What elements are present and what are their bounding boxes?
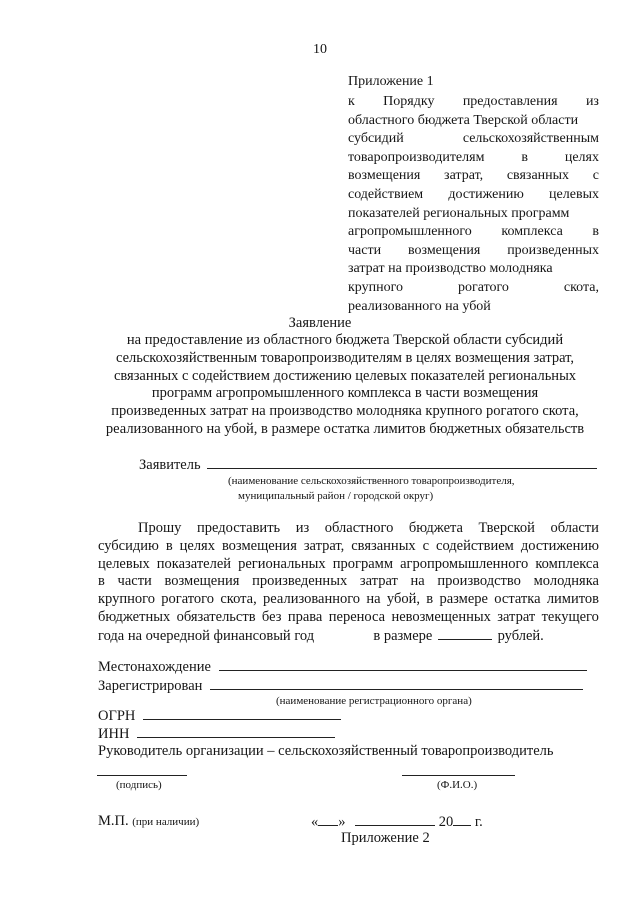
annex-word: скота, (563, 279, 599, 295)
amount-input-line[interactable] (438, 627, 492, 640)
request-word: размере (439, 591, 488, 608)
annex-word: возмещения (348, 168, 421, 184)
request-line (98, 556, 599, 574)
request-word: производство (437, 573, 521, 590)
annex-word: областного бюджета Тверской области (348, 112, 579, 128)
annex-line (348, 186, 599, 205)
head-label: Руководитель организации – сельскохозяйственный товаропроизводитель (98, 743, 554, 759)
request-line (98, 573, 599, 591)
applicant-hint-1: (наименование сельскохозяйственного товаропроизводителя, (228, 475, 515, 487)
subtitle-line: произведенных затрат на производство молодняка крупного рогатого скота, (111, 403, 579, 420)
applicant-row (139, 456, 597, 474)
request-paragraph (98, 520, 599, 646)
request-word: достижению (520, 537, 599, 554)
request-word: возмещения (164, 573, 240, 590)
statement-subtitle (80, 332, 610, 439)
annex-word: сельскохозяйственным (462, 131, 599, 147)
annex-word: затрат на производство молодняка (348, 261, 553, 277)
request-word: Прошу (138, 520, 182, 536)
name-line[interactable] (402, 775, 515, 776)
request-word: крупного (98, 591, 155, 608)
annex-word: к (348, 94, 355, 109)
annex-line (348, 167, 599, 186)
annex-word: произведенных (507, 242, 599, 258)
annex-word: возмещения (407, 242, 481, 258)
annex-word: Порядку (383, 94, 435, 109)
annex-word: части (348, 242, 382, 258)
annex-line (348, 260, 599, 279)
request-line (98, 609, 599, 627)
request-word: субсидию (98, 537, 159, 554)
request-word: обязательств (176, 608, 256, 625)
date-quote-open: « (311, 814, 319, 830)
registered-row (98, 677, 583, 695)
next-annex-title: Приложение 2 (341, 830, 430, 846)
request-word: переноса (328, 608, 386, 625)
request-word: целях (179, 537, 215, 554)
request-line (98, 520, 599, 538)
annex-line (348, 223, 599, 242)
request-word: показателей (156, 555, 232, 572)
annex-word: связанных (506, 168, 570, 184)
request-word: реализованного (263, 591, 361, 608)
annex-word: товаропроизводителям (348, 149, 485, 165)
signature-line[interactable] (97, 775, 187, 776)
annex-title: Приложение 1 (348, 74, 434, 89)
signature-caption: (подпись) (116, 779, 162, 791)
annex-line (348, 242, 599, 261)
request-word: затрат (497, 608, 536, 625)
request-word: бюджета (408, 520, 463, 536)
annex-word: с (592, 168, 599, 184)
request-word: молодняка (533, 573, 599, 590)
year-suffix: г. (474, 814, 483, 830)
statement-title: Заявление (288, 315, 352, 331)
annex-line (348, 93, 599, 112)
annex-word: субсидий (348, 131, 404, 147)
ogrn-label: ОГРН (98, 708, 136, 724)
subtitle-line: программ агропромышленного комплекса в части возмещения (151, 385, 539, 402)
request-word: остатка (494, 591, 541, 608)
ogrn-input-line[interactable] (143, 707, 341, 720)
registered-label: Зарегистрирован (98, 678, 203, 694)
location-label: Местонахождение (98, 659, 211, 675)
request-word: предоставить (196, 520, 281, 536)
request-word: права (287, 608, 323, 625)
inn-input-line[interactable] (137, 725, 335, 738)
annex-word: содействием (348, 186, 424, 202)
ogrn-row (98, 707, 341, 725)
annex-word: целях (564, 149, 599, 165)
request-word: рогатого (161, 591, 215, 608)
applicant-input-line[interactable] (207, 456, 597, 469)
subtitle-line: сельскохозяйственным товаропроизводителям в целях возмещения затрат, (115, 349, 575, 366)
subtitle-line: на предоставление из областного бюджета Тверской области субсидий (126, 332, 564, 348)
request-word: содействием (436, 537, 514, 554)
annex-word: реализованного на убой (348, 298, 491, 314)
request-word: в (426, 591, 434, 608)
seal-note: (при наличии) (132, 816, 200, 828)
request-word: возмещения (221, 537, 297, 554)
request-word: областного (324, 520, 394, 536)
annex-word: агропромышленного (348, 224, 472, 240)
request-last-c: рублей. (497, 627, 544, 644)
year-blank[interactable] (324, 628, 364, 640)
day-input-line[interactable] (318, 813, 338, 826)
annex-line (348, 149, 599, 168)
annex-word: крупного (348, 279, 403, 295)
annex-word: показателей региональных программ (348, 205, 570, 221)
applicant-label: Заявитель (139, 457, 201, 473)
request-last-line (98, 627, 599, 646)
date-row (311, 813, 483, 831)
subtitle-line: связанных с содействием достижению целевых показателей региональных (113, 367, 577, 384)
annex-body (348, 93, 599, 316)
annex-line (348, 205, 599, 224)
request-word: произведенных (252, 573, 348, 590)
request-word: в (98, 573, 105, 590)
request-word: на (410, 573, 425, 590)
request-word: затрат, (303, 537, 345, 554)
request-word: области (550, 520, 599, 536)
inn-label: ИНН (98, 726, 130, 742)
applicant-hint-2: муниципальный район / городской округ) (238, 490, 434, 502)
registered-input-line[interactable] (210, 677, 583, 690)
annex-word: в (521, 149, 528, 165)
request-word: части (117, 573, 152, 590)
request-line (98, 591, 599, 609)
request-word: региональных (238, 555, 326, 572)
annex-word: из (585, 94, 599, 109)
request-line (98, 538, 599, 556)
inn-row (98, 725, 335, 743)
request-word: без (261, 608, 282, 625)
annex-word: затрат, (444, 168, 484, 184)
annex-word: достижению (448, 186, 524, 202)
request-word: агропромышленного (400, 555, 529, 572)
annex-word: в (592, 224, 599, 240)
request-word: на (366, 591, 381, 608)
location-input-line[interactable] (219, 658, 587, 671)
request-word: Тверской (478, 520, 535, 536)
year-input-line[interactable] (453, 813, 471, 826)
request-word: невозмещенных (391, 608, 491, 625)
request-word: связанных (351, 537, 416, 554)
page-number: 10 (313, 42, 327, 57)
annex-line (348, 279, 599, 298)
request-word: целевых (98, 555, 150, 572)
annex-word: целевых (549, 186, 599, 202)
request-word: с (422, 537, 430, 554)
request-word: текущего (541, 608, 599, 625)
request-word: в (165, 537, 173, 554)
request-last-a: года на очередной финансовый год (98, 627, 315, 644)
annex-line (348, 130, 599, 149)
request-word: скота, (220, 591, 257, 608)
subtitle-line: реализованного на убой, в размере остатка лимитов бюджетных обязательств (105, 420, 585, 437)
request-word: убой, (386, 591, 420, 608)
request-last-b: в размере (373, 627, 433, 644)
annex-word: предоставления (462, 94, 558, 109)
annex-word: рогатого (457, 279, 509, 295)
request-word: комплекса (535, 555, 599, 572)
request-word: затрат (359, 573, 398, 590)
annex-line (348, 112, 599, 131)
location-row (98, 658, 587, 676)
request-word: из (295, 520, 310, 536)
name-caption: (Ф.И.О.) (437, 779, 478, 791)
seal-label: М.П. (98, 813, 129, 829)
month-input-line[interactable] (355, 813, 435, 826)
date-quote-close: » (338, 814, 346, 830)
annex-word: комплекса (501, 224, 563, 240)
request-word: бюджетных (98, 608, 171, 625)
seal-row (98, 813, 199, 830)
registered-hint: (наименование регистрационного органа) (276, 695, 472, 707)
request-word: программ (332, 555, 393, 572)
year-prefix: 20 (438, 814, 454, 830)
request-word: лимитов (546, 591, 599, 608)
